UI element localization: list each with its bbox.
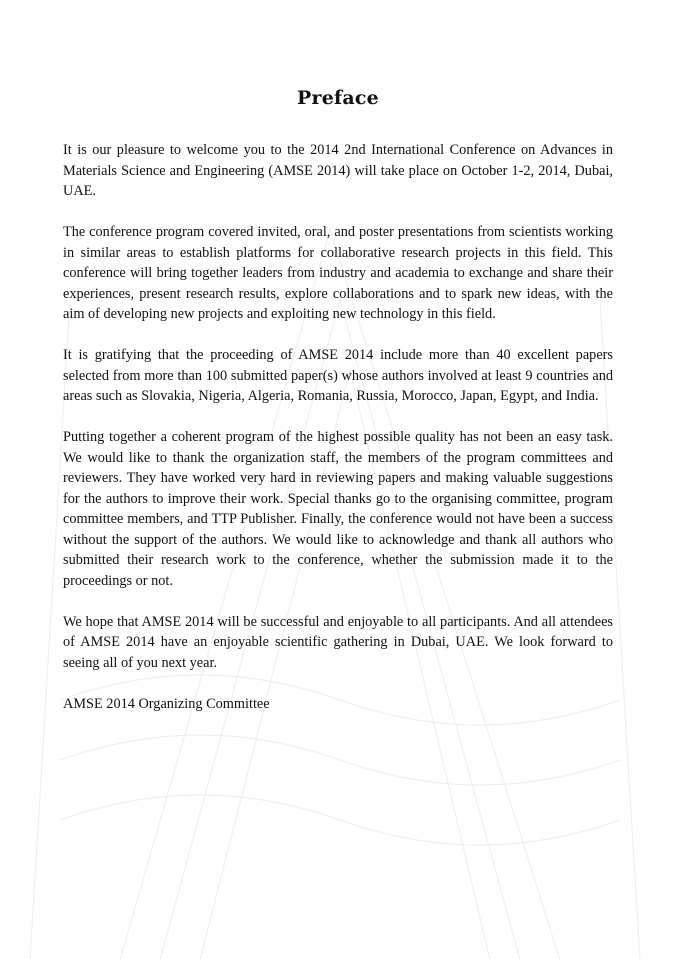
page-title: Preface	[297, 87, 379, 109]
paragraph-program: The conference program covered invited, oral, and poster presentations from scientists working in similar areas to establish platforms for collaborative research projects in this field. This conference will bring together leaders from industry and academia to exchange and share their experiences, present research results, explore collaborations and to spark new ideas, with the aim of developing new projects and exploiting new technology in this field.	[63, 224, 613, 322]
paragraph-welcome: It is our pleasure to welcome you to the 2014 2nd International Conference on Advances in Materials Science and Engineering (AMSE 2014) will take place on October 1-2, 2014, Dubai, UAE.	[63, 142, 613, 199]
watermark-line	[60, 795, 620, 845]
signature: AMSE 2014 Organizing Committee	[63, 695, 270, 712]
paragraph-closing: We hope that AMSE 2014 will be successful and enjoyable to all participants. And all attendees of AMSE 2014 have an enjoyable scientific gathering in Dubai, UAE. We look forward to seeing all of you next year.	[63, 613, 613, 671]
preface-page	[63, 84, 613, 714]
paragraph-proceedings: It is gratifying that the proceeding of AMSE 2014 include more than 40 excellent papers selected from more than 100 submitted paper(s) whose authors involved at least 9 countries and areas such as Slovakia, Nigeria, Algeria, Romania, Russia, Morocco, Japan, Egypt, and India.	[63, 347, 613, 404]
watermark-line	[60, 735, 620, 785]
paragraph-acknowledgements: Putting together a coherent program of the highest possible quality has not been an easy task. We would like to thank the organization staff, the members of the program committees and reviewers. They have worked very hard in reviewing papers and making valuable suggestions for the authors to improve their work. Special thanks go to the organising committee, program committee members, and TTP Publisher. Finally, the conference would not have been a success without the support of the authors. We would like to acknowledge and thank all authors who submitted their research work to the conference, whether the submission made it to the proceedings or not.	[63, 429, 613, 589]
